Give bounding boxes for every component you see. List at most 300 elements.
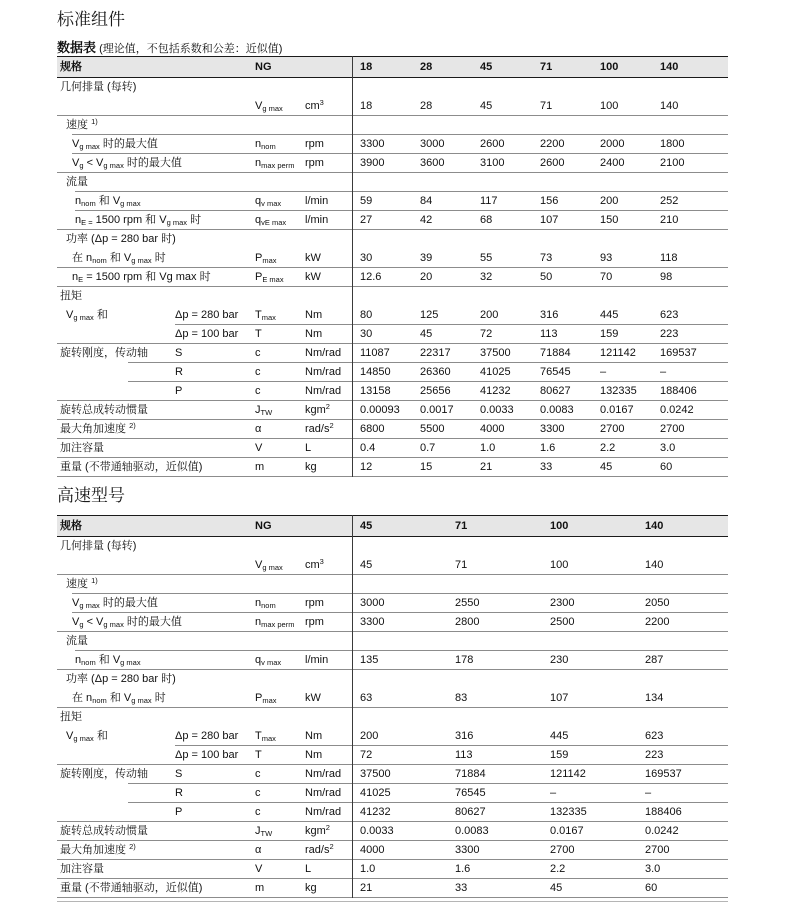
row-value: 200 bbox=[600, 195, 619, 207]
row-value: 0.0033 bbox=[360, 825, 394, 837]
table-row bbox=[57, 765, 728, 784]
row-value: 2600 bbox=[480, 138, 505, 150]
row-unit: l/min bbox=[305, 214, 329, 226]
table-row bbox=[57, 860, 728, 879]
row-value: 140 bbox=[645, 559, 664, 571]
row-value: 3900 bbox=[360, 157, 385, 169]
row-label: $V_{g max}$ 时的最大值 bbox=[72, 138, 158, 151]
row-value: 76545 bbox=[540, 366, 571, 378]
row-value: 76545 bbox=[455, 787, 486, 799]
row-value: 59 bbox=[360, 195, 373, 207]
row-value: 623 bbox=[660, 309, 679, 321]
row-value: 2100 bbox=[660, 157, 685, 169]
table-row bbox=[57, 594, 728, 613]
row-value: 623 bbox=[645, 730, 664, 742]
header-size-value: 45 bbox=[360, 520, 373, 532]
row-label: 扭矩 bbox=[60, 290, 82, 302]
header-size-value: 140 bbox=[645, 520, 664, 532]
row-value: 1800 bbox=[660, 138, 685, 150]
row-value: 41232 bbox=[360, 806, 391, 818]
row-value: 118 bbox=[660, 252, 678, 264]
row-symbol: $P_{E max}$ bbox=[255, 271, 284, 284]
row-value: 42 bbox=[420, 214, 433, 226]
row-label: 几何排量 (每转) bbox=[60, 540, 137, 552]
row-symbol: V bbox=[255, 863, 263, 875]
row-value: 72 bbox=[360, 749, 373, 761]
row-unit: Nm bbox=[305, 309, 323, 321]
row-value: 3300 bbox=[540, 423, 565, 435]
row-value: 3300 bbox=[455, 844, 480, 856]
row-value: 3.0 bbox=[660, 442, 676, 454]
row-value: 316 bbox=[540, 309, 559, 321]
header-ng-label: NG bbox=[255, 520, 272, 532]
row-value: 71 bbox=[455, 559, 468, 571]
table-row bbox=[57, 135, 728, 154]
row-label: 功率 (Δp = 280 bar 时) bbox=[66, 673, 176, 685]
row-value: 68 bbox=[480, 214, 493, 226]
table-header-row bbox=[57, 515, 728, 537]
header-size-value: 28 bbox=[420, 61, 433, 73]
row-value: 135 bbox=[360, 654, 379, 666]
row-unit: Nm/rad bbox=[305, 366, 342, 378]
table-row bbox=[57, 803, 728, 822]
row-value: 41025 bbox=[360, 787, 391, 799]
row-value: 41025 bbox=[480, 366, 511, 378]
row-unit: kW bbox=[305, 252, 321, 264]
row-value: 18 bbox=[360, 100, 373, 112]
row-sublabel: Δp = 280 bar bbox=[175, 730, 239, 742]
row-sublabel: Δp = 100 bar bbox=[175, 749, 239, 761]
row-value: 71884 bbox=[455, 768, 486, 780]
row-unit: Nm/rad bbox=[305, 385, 342, 397]
row-sublabel: Δp = 100 bar bbox=[175, 328, 239, 340]
row-value: 12 bbox=[360, 461, 373, 473]
row-label: 几何排量 (每转) bbox=[60, 81, 137, 93]
row-value: 223 bbox=[645, 749, 664, 761]
table-row bbox=[57, 537, 728, 556]
row-value: 1.6 bbox=[455, 863, 471, 875]
table-row bbox=[57, 689, 728, 708]
row-value: 73 bbox=[540, 252, 553, 264]
row-divider bbox=[57, 897, 728, 898]
row-value: 39 bbox=[420, 252, 433, 264]
row-symbol: c bbox=[255, 768, 261, 780]
row-value: 30 bbox=[360, 252, 373, 264]
row-value: 159 bbox=[550, 749, 569, 761]
row-value: 4000 bbox=[360, 844, 385, 856]
row-value: 2700 bbox=[660, 423, 685, 435]
row-symbol: $P_{max}$ bbox=[255, 692, 277, 705]
row-value: 125 bbox=[420, 309, 439, 321]
row-value: – bbox=[600, 366, 607, 378]
row-value: 316 bbox=[455, 730, 474, 742]
row-symbol: T bbox=[255, 749, 262, 761]
row-sublabel: R bbox=[175, 366, 183, 378]
table-row bbox=[57, 727, 728, 746]
table-row bbox=[57, 401, 728, 420]
table-row bbox=[57, 211, 728, 230]
row-label: $n_{E =}$ 1500 rpm 和 $V_{g max}$ 时 bbox=[75, 214, 202, 227]
row-value: 3.0 bbox=[645, 863, 661, 875]
row-label: 速度 $^{1)}$ bbox=[66, 117, 98, 131]
row-value: 2500 bbox=[550, 616, 575, 628]
row-value: 287 bbox=[645, 654, 664, 666]
row-value: 1.0 bbox=[360, 863, 376, 875]
row-symbol: $J_{TW}$ bbox=[255, 404, 273, 417]
row-label: 旋转刚度，传动轴 bbox=[60, 347, 148, 359]
row-value: 28 bbox=[420, 100, 433, 112]
table-row bbox=[57, 287, 728, 306]
row-unit: rpm bbox=[305, 138, 324, 150]
row-unit: Nm/rad bbox=[305, 806, 342, 818]
row-value: – bbox=[645, 787, 652, 799]
row-value: 169537 bbox=[660, 347, 697, 359]
row-unit: $cm^3$ bbox=[305, 98, 324, 112]
row-label: $n_{nom}$ 和 $V_{g max}$ bbox=[75, 654, 141, 667]
row-value: 2700 bbox=[600, 423, 625, 435]
row-unit: rpm bbox=[305, 157, 324, 169]
row-unit: L bbox=[305, 863, 312, 875]
row-value: 15 bbox=[420, 461, 433, 473]
row-value: 1.6 bbox=[540, 442, 556, 454]
header-size-value: 71 bbox=[540, 61, 553, 73]
row-value: 20 bbox=[420, 271, 433, 283]
row-sublabel: S bbox=[175, 347, 183, 359]
row-label: $n_{nom}$ 和 $V_{g max}$ bbox=[75, 195, 141, 208]
row-unit: rad/$s^2$ bbox=[305, 842, 334, 856]
row-value: 0.7 bbox=[420, 442, 436, 454]
table-row bbox=[57, 841, 728, 860]
row-label: 加注容量 bbox=[60, 442, 104, 454]
row-symbol: c bbox=[255, 347, 261, 359]
row-symbol: $J_{TW}$ bbox=[255, 825, 273, 838]
column-divider bbox=[352, 56, 353, 477]
table-row bbox=[57, 879, 728, 898]
row-value: 2.2 bbox=[550, 863, 566, 875]
row-symbol: $n_{nom}$ bbox=[255, 597, 276, 610]
row-sublabel: Δp = 280 bar bbox=[175, 309, 239, 321]
row-divider bbox=[57, 476, 728, 477]
table-row bbox=[57, 249, 728, 268]
row-unit: kg bbox=[305, 882, 317, 894]
row-value: 121142 bbox=[600, 347, 636, 359]
table-row bbox=[57, 97, 728, 116]
table-row bbox=[57, 192, 728, 211]
row-value: 12.6 bbox=[360, 271, 382, 283]
row-value: 21 bbox=[480, 461, 493, 473]
row-value: 45 bbox=[360, 559, 373, 571]
table-row bbox=[57, 651, 728, 670]
header-size-value: 18 bbox=[360, 61, 373, 73]
row-value: 50 bbox=[540, 271, 553, 283]
row-value: 60 bbox=[645, 882, 658, 894]
table-row bbox=[57, 556, 728, 575]
row-unit: kgm$^2$ bbox=[305, 823, 330, 837]
row-symbol: $P_{max}$ bbox=[255, 252, 277, 265]
row-value: 100 bbox=[600, 100, 619, 112]
row-symbol: T bbox=[255, 328, 262, 340]
row-label: 流量 bbox=[66, 176, 88, 188]
row-unit: l/min bbox=[305, 654, 329, 666]
row-value: 0.0167 bbox=[600, 404, 634, 416]
row-value: 200 bbox=[480, 309, 499, 321]
row-symbol: $V_{g max}$ bbox=[255, 559, 283, 572]
row-value: 25656 bbox=[420, 385, 451, 397]
row-label: 最大角加速度 $^{2)}$ bbox=[60, 421, 136, 435]
header-size-value: 100 bbox=[550, 520, 569, 532]
row-value: 107 bbox=[550, 692, 569, 704]
row-value: 169537 bbox=[645, 768, 682, 780]
row-value: 71 bbox=[540, 100, 553, 112]
row-value: 1.0 bbox=[480, 442, 496, 454]
row-value: 3600 bbox=[420, 157, 445, 169]
row-value: 13158 bbox=[360, 385, 391, 397]
row-label: 旋转总成转动惯量 bbox=[60, 404, 148, 416]
row-sublabel: P bbox=[175, 806, 183, 818]
row-label: $V_{g max}$ 和 bbox=[66, 730, 108, 743]
row-unit: $cm^3$ bbox=[305, 557, 324, 571]
row-sublabel: P bbox=[175, 385, 183, 397]
row-value: 37500 bbox=[360, 768, 391, 780]
row-value: 0.0017 bbox=[420, 404, 454, 416]
row-symbol: $q_{v max}$ bbox=[255, 654, 282, 667]
row-value: 223 bbox=[660, 328, 679, 340]
row-label: $V_{g max}$ 和 bbox=[66, 309, 108, 322]
header-spec-label: 规格 bbox=[60, 61, 82, 73]
row-value: 2050 bbox=[645, 597, 670, 609]
table-row bbox=[57, 784, 728, 803]
row-value: 3000 bbox=[420, 138, 445, 150]
row-value: 5500 bbox=[420, 423, 445, 435]
page-bottom-rule bbox=[57, 901, 728, 902]
table-row bbox=[57, 439, 728, 458]
row-sublabel: R bbox=[175, 787, 183, 799]
row-symbol: c bbox=[255, 385, 261, 397]
row-label: 旋转刚度，传动轴 bbox=[60, 768, 148, 780]
row-value: 11087 bbox=[360, 347, 390, 359]
row-symbol: m bbox=[255, 461, 265, 473]
row-value: 178 bbox=[455, 654, 474, 666]
row-unit: Nm/rad bbox=[305, 787, 342, 799]
row-value: 445 bbox=[600, 309, 619, 321]
table-row bbox=[57, 822, 728, 841]
row-symbol: $n_{max perm}$ bbox=[255, 157, 295, 170]
table-row bbox=[57, 613, 728, 632]
row-label: 流量 bbox=[66, 635, 88, 647]
row-value: 0.4 bbox=[360, 442, 376, 454]
row-value: 2550 bbox=[455, 597, 480, 609]
row-symbol: α bbox=[255, 844, 262, 856]
row-value: 2.2 bbox=[600, 442, 616, 454]
row-label: $V_{g max}$ 时的最大值 bbox=[72, 597, 158, 610]
row-unit: Nm bbox=[305, 730, 323, 742]
row-symbol: c bbox=[255, 366, 261, 378]
row-value: 230 bbox=[550, 654, 569, 666]
row-value: 2800 bbox=[455, 616, 480, 628]
row-label: $V_g < V_{g max}$ 时的最大值 bbox=[72, 616, 182, 629]
row-value: 45 bbox=[600, 461, 613, 473]
row-value: 188406 bbox=[645, 806, 682, 818]
row-unit: kgm$^2$ bbox=[305, 402, 330, 416]
row-unit: Nm bbox=[305, 328, 323, 340]
table-row bbox=[57, 420, 728, 439]
row-unit: kW bbox=[305, 692, 321, 704]
row-value: 150 bbox=[600, 214, 619, 226]
row-unit: kW bbox=[305, 271, 321, 283]
table-row bbox=[57, 154, 728, 173]
standard-components-table bbox=[57, 56, 728, 477]
row-value: 33 bbox=[540, 461, 553, 473]
row-value: 37500 bbox=[480, 347, 511, 359]
row-unit: Nm bbox=[305, 749, 323, 761]
row-value: 0.00093 bbox=[360, 404, 400, 416]
row-value: 0.0083 bbox=[540, 404, 574, 416]
row-value: 4000 bbox=[480, 423, 505, 435]
table-row bbox=[57, 382, 728, 401]
row-value: 21 bbox=[360, 882, 373, 894]
row-value: 0.0083 bbox=[455, 825, 489, 837]
row-value: 93 bbox=[600, 252, 613, 264]
header-size-value: 100 bbox=[600, 61, 619, 73]
row-value: 63 bbox=[360, 692, 373, 704]
row-value: 140 bbox=[660, 100, 679, 112]
table-caption bbox=[57, 37, 282, 56]
row-value: 2700 bbox=[645, 844, 670, 856]
row-value: 45 bbox=[550, 882, 563, 894]
row-label: 旋转总成转动惯量 bbox=[60, 825, 148, 837]
row-label: 功率 (Δp = 280 bar 时) bbox=[66, 233, 176, 245]
row-unit: L bbox=[305, 442, 312, 454]
row-symbol: $n_{max perm}$ bbox=[255, 616, 295, 629]
table-row bbox=[57, 173, 728, 192]
row-value: 83 bbox=[455, 692, 468, 704]
row-symbol: $q_{v max}$ bbox=[255, 195, 282, 208]
row-symbol: c bbox=[255, 787, 261, 799]
row-label: 在 $n_{nom}$ 和 $V_{g max}$ 时 bbox=[72, 692, 166, 705]
row-label: 扭矩 bbox=[60, 711, 82, 723]
row-value: 2200 bbox=[645, 616, 670, 628]
header-size-value: 45 bbox=[480, 61, 493, 73]
row-value: 2300 bbox=[550, 597, 575, 609]
high-speed-models-table bbox=[57, 515, 728, 898]
header-size-value: 71 bbox=[455, 520, 468, 532]
row-value: 30 bbox=[360, 328, 373, 340]
row-value: 0.0242 bbox=[660, 404, 694, 416]
row-value: – bbox=[660, 366, 667, 378]
caption-bold-label: 数据表 bbox=[57, 40, 97, 55]
row-value: 0.0033 bbox=[480, 404, 514, 416]
row-unit: l/min bbox=[305, 195, 329, 207]
table-row bbox=[57, 268, 728, 287]
row-value: 113 bbox=[540, 328, 558, 340]
row-sublabel: S bbox=[175, 768, 183, 780]
table-header-row bbox=[57, 56, 728, 78]
row-value: 117 bbox=[480, 195, 498, 207]
row-symbol: α bbox=[255, 423, 262, 435]
row-value: 80 bbox=[360, 309, 373, 321]
row-value: 156 bbox=[540, 195, 559, 207]
table-row bbox=[57, 116, 728, 135]
row-symbol: c bbox=[255, 806, 261, 818]
row-label: $n_E = 1500$ rpm 和 Vg max 时 bbox=[72, 271, 211, 284]
row-label: 加注容量 bbox=[60, 863, 104, 875]
row-value: 445 bbox=[550, 730, 569, 742]
row-value: 33 bbox=[455, 882, 468, 894]
row-symbol: m bbox=[255, 882, 265, 894]
row-value: 32 bbox=[480, 271, 493, 283]
row-value: 70 bbox=[600, 271, 613, 283]
row-unit: rad/$s^2$ bbox=[305, 421, 334, 435]
row-value: 26360 bbox=[420, 366, 451, 378]
row-value: 132335 bbox=[600, 385, 637, 397]
row-value: 14850 bbox=[360, 366, 391, 378]
header-spec-label: 规格 bbox=[60, 520, 82, 532]
row-symbol: V bbox=[255, 442, 263, 454]
row-value: 27 bbox=[360, 214, 373, 226]
row-label: 最大角加速度 $^{2)}$ bbox=[60, 842, 136, 856]
row-value: 3300 bbox=[360, 138, 385, 150]
row-label: 在 $n_{nom}$ 和 $V_{g max}$ 时 bbox=[72, 252, 166, 265]
row-value: 71884 bbox=[540, 347, 571, 359]
row-unit: rpm bbox=[305, 616, 324, 628]
row-value: 210 bbox=[660, 214, 679, 226]
section-title-standard-components: 标准组件 bbox=[57, 10, 125, 29]
row-value: 2700 bbox=[550, 844, 575, 856]
row-value: 60 bbox=[660, 461, 673, 473]
row-value: 113 bbox=[455, 749, 473, 761]
row-unit: Nm/rad bbox=[305, 347, 342, 359]
row-value: 159 bbox=[600, 328, 619, 340]
row-symbol: $T_{max}$ bbox=[255, 309, 276, 322]
row-label: 速度 $^{1)}$ bbox=[66, 576, 98, 590]
row-value: 0.0167 bbox=[550, 825, 584, 837]
row-value: 0.0242 bbox=[645, 825, 679, 837]
row-value: 132335 bbox=[550, 806, 587, 818]
table-row bbox=[57, 575, 728, 594]
row-value: 3300 bbox=[360, 616, 385, 628]
row-value: 134 bbox=[645, 692, 664, 704]
row-symbol: $n_{nom}$ bbox=[255, 138, 276, 151]
row-value: – bbox=[550, 787, 557, 799]
row-value: 2600 bbox=[540, 157, 565, 169]
row-label: $V_g < V_{g max}$ 时的最大值 bbox=[72, 157, 182, 170]
row-symbol: $T_{max}$ bbox=[255, 730, 276, 743]
row-value: 121142 bbox=[550, 768, 586, 780]
row-value: 107 bbox=[540, 214, 559, 226]
row-value: 6800 bbox=[360, 423, 385, 435]
row-value: 98 bbox=[660, 271, 673, 283]
row-value: 22317 bbox=[420, 347, 451, 359]
row-unit: Nm/rad bbox=[305, 768, 342, 780]
row-symbol: $V_{g max}$ bbox=[255, 100, 283, 113]
table-row bbox=[57, 78, 728, 97]
row-value: 72 bbox=[480, 328, 493, 340]
table-row bbox=[57, 670, 728, 689]
row-label: 重量 (不带通轴驱动，近似值) bbox=[60, 461, 203, 473]
row-value: 55 bbox=[480, 252, 493, 264]
table-row bbox=[57, 458, 728, 477]
row-value: 3000 bbox=[360, 597, 385, 609]
row-value: 80627 bbox=[540, 385, 571, 397]
row-unit: rpm bbox=[305, 597, 324, 609]
row-value: 252 bbox=[660, 195, 679, 207]
row-value: 100 bbox=[550, 559, 569, 571]
row-value: 188406 bbox=[660, 385, 697, 397]
table-row bbox=[57, 230, 728, 249]
table-row bbox=[57, 344, 728, 363]
row-value: 84 bbox=[420, 195, 433, 207]
row-value: 45 bbox=[420, 328, 433, 340]
